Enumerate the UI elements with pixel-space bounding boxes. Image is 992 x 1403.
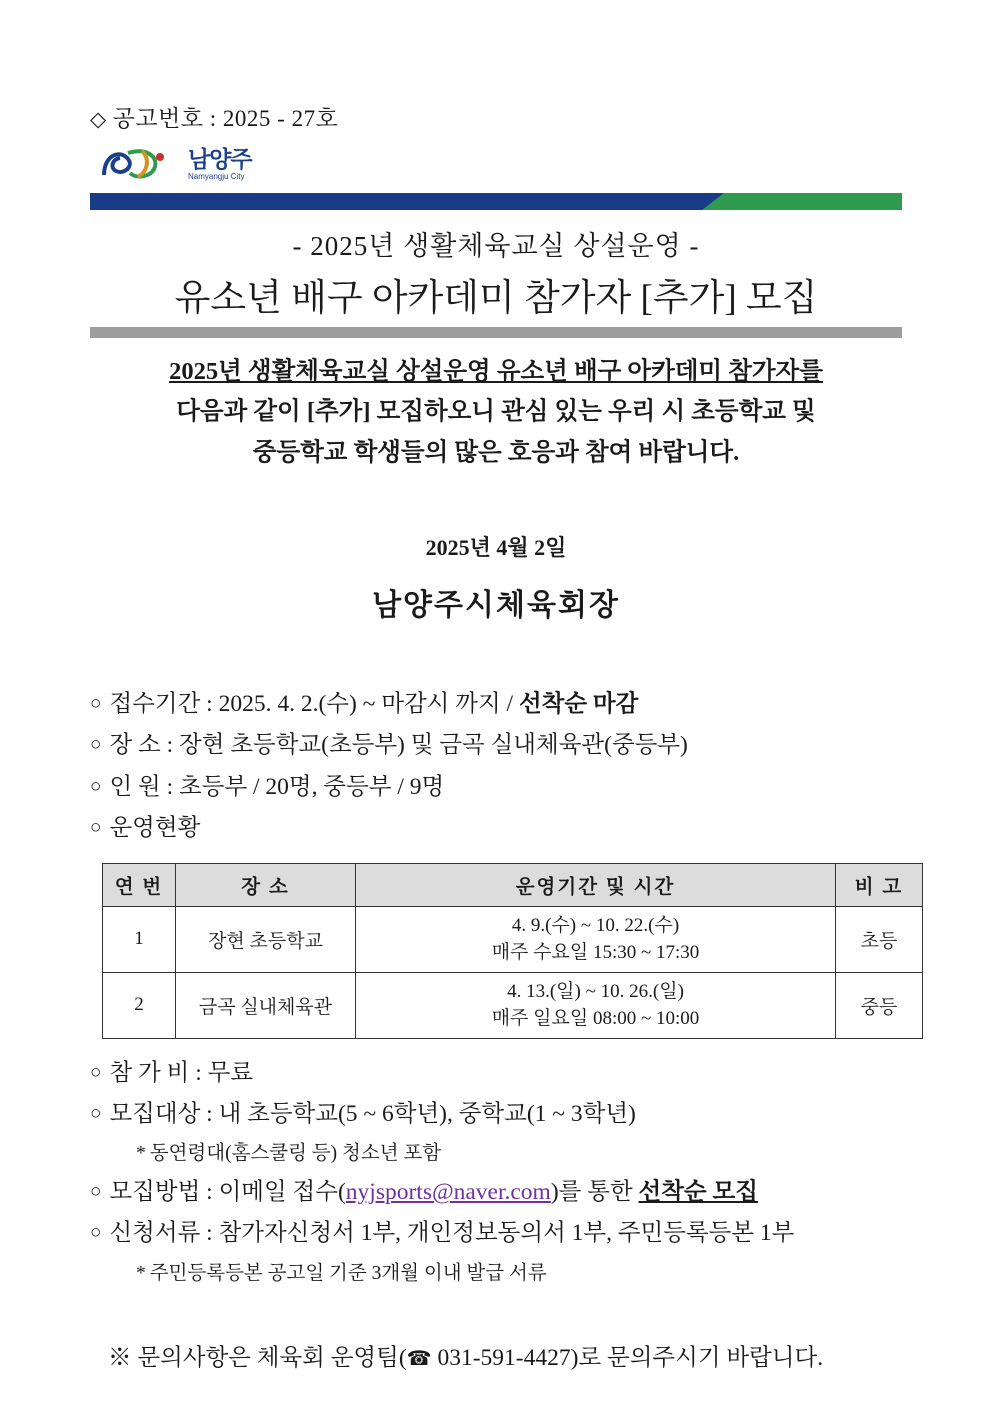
table-row	[103, 906, 923, 972]
bullet-icon: ○	[90, 1061, 102, 1083]
table-row	[103, 972, 923, 1038]
info-row-method: ○ 모집방법 : 이메일 접수(nyjsports@naver.com)를 통한 선착순 모집	[90, 1179, 758, 1206]
title-underline-bar	[90, 327, 902, 338]
logo-name-en: Namyangju City	[188, 171, 245, 181]
table-header-place: 장 소	[176, 863, 356, 906]
table-header-period: 운영기간 및 시간	[356, 863, 836, 906]
row-note: 초등	[836, 906, 923, 972]
intro-line-3: 중등학교 학생들의 많은 호응과 참여 바랍니다.	[252, 438, 740, 466]
bullet-icon: ○	[90, 816, 102, 838]
bullet-icon: ○	[90, 1181, 102, 1203]
row-period-line1: 4. 13.(일) ~ 10. 26.(일)	[507, 980, 684, 1002]
title-main: 유소년 배구 아카데미 참가자 [추가] 모집	[174, 278, 818, 319]
email-link[interactable]: nyjsports@naver.com	[345, 1179, 551, 1206]
row-no: 2	[103, 972, 176, 1038]
table-header-note: 비 고	[836, 863, 923, 906]
row-period	[356, 972, 836, 1038]
footer-phone: 031-591-4427	[437, 1344, 571, 1371]
title-subtitle: - 2025년 생활체육교실 상설운영 -	[292, 231, 700, 261]
capacity-value: 초등부 / 20명, 중등부 / 9명	[179, 773, 445, 800]
row-place: 금곡 실내체육관	[176, 972, 356, 1038]
target-note	[136, 1135, 902, 1172]
header-color-bar	[90, 193, 902, 210]
bullet-icon: ○	[90, 1222, 102, 1244]
info-row-fee: ○ 참 가 비 : 무료	[90, 1059, 254, 1086]
header-bar-green	[702, 193, 902, 210]
reception-value: 2025. 4. 2.(수) ~ 마감시 까지 /	[218, 691, 519, 718]
notice-number	[90, 100, 902, 133]
target-value: 내 초등학교(5 ~ 6학년), 중학교(1 ~ 3학년)	[218, 1101, 636, 1128]
row-period	[356, 906, 836, 972]
phone-icon: ☎	[406, 1347, 432, 1370]
info-row-capacity: ○ 인 원 : 초등부 / 20명, 중등부 / 9명	[90, 773, 445, 800]
info-row-target: ○ 모집대상 : 내 초등학교(5 ~ 6학년), 중학교(1 ~ 3학년)	[90, 1101, 636, 1128]
target-note-text: 동연령대(홈스쿨링 등) 청소년 포함	[149, 1143, 442, 1165]
row-place: 장현 초등학교	[176, 906, 356, 972]
intro-line-1: 2025년 생활체육교실 상설운영 유소년 배구 아카데미 참가자를	[169, 358, 823, 385]
intro-paragraph	[90, 352, 902, 473]
info-row-place: ○ 장 소 : 장현 초등학교(초등부) 및 금곡 실내체육관(중등부)	[90, 732, 688, 759]
info-row-reception: ○ 접수기간 : 2025. 4. 2.(수) ~ 마감시 까지 / 선착순 마감	[90, 691, 639, 718]
table-header-row	[103, 863, 923, 906]
notice-number-text: 공고번호 : 2025 - 27호	[112, 106, 339, 131]
reception-value-bold: 선착순 마감	[518, 691, 639, 718]
documents-note	[136, 1255, 902, 1292]
row-period-line2: 매주 수요일 15:30 ~ 17:30	[491, 942, 700, 964]
issuing-organization: 남양주시체육회장	[372, 589, 620, 623]
footer-text-after: )로 문의주시기 바랍니다.	[570, 1344, 824, 1371]
bullet-icon: ○	[90, 775, 102, 797]
info-list	[90, 684, 902, 849]
method-value-prefix: 이메일 접수(	[218, 1179, 346, 1206]
asterisk-icon: *	[136, 1262, 146, 1284]
diamond-icon: ◇	[90, 107, 107, 131]
row-period-line2: 매주 일요일 08:00 ~ 10:00	[491, 1008, 700, 1030]
method-value-suffix: )를 통한	[550, 1179, 639, 1206]
fee-label: 참 가 비	[109, 1059, 190, 1086]
intro-line-2: 다음과 같이 [추가] 모집하오니 관심 있는 우리 시 초등학교 및	[176, 398, 816, 426]
target-label: 모집대상	[109, 1101, 201, 1128]
city-logo	[98, 145, 902, 191]
namyangju-emblem-icon	[98, 145, 182, 183]
method-value-bold: 선착순 모집	[638, 1179, 758, 1206]
operation-table	[102, 863, 923, 1039]
reference-mark-icon: ※	[108, 1344, 132, 1371]
info-list-second	[90, 1053, 902, 1292]
row-no: 1	[103, 906, 176, 972]
issue-date: 2025년 4월 2일	[425, 535, 567, 561]
row-period-line1: 4. 9.(수) ~ 10. 22.(수)	[511, 914, 680, 936]
logo-name-kr: 남양주	[188, 145, 252, 172]
header-bar-blue	[90, 193, 750, 210]
capacity-label: 인 원	[109, 773, 161, 800]
place-value: 장현 초등학교(초등부) 및 금곡 실내체육관(중등부)	[179, 732, 688, 759]
documents-value: 참가자신청서 1부, 개인정보동의서 1부, 주민등록등본 1부	[218, 1220, 795, 1247]
asterisk-icon: *	[136, 1143, 146, 1165]
footer-text-before: 문의사항은 체육회 운영팀(	[137, 1344, 407, 1371]
bullet-icon: ○	[90, 1103, 102, 1125]
title-block	[90, 210, 902, 321]
documents-label: 신청서류	[109, 1220, 201, 1247]
method-label: 모집방법	[109, 1179, 201, 1206]
bullet-icon: ○	[90, 693, 102, 715]
bullet-icon: ○	[90, 734, 102, 756]
documents-note-text: 주민등록등본 공고일 기준 3개월 이내 발급 서류	[149, 1262, 547, 1284]
status-label: 운영현황	[109, 814, 201, 841]
reception-label: 접수기간	[109, 691, 201, 718]
info-row-status	[90, 808, 902, 849]
table-header-no: 연 번	[103, 863, 176, 906]
info-row-documents: ○ 신청서류 : 참가자신청서 1부, 개인정보동의서 1부, 주민등록등본 1부	[90, 1220, 795, 1247]
row-note: 중등	[836, 972, 923, 1038]
fee-value: 무료	[207, 1059, 254, 1086]
place-label: 장 소	[109, 732, 161, 759]
footer-contact	[108, 1338, 902, 1372]
